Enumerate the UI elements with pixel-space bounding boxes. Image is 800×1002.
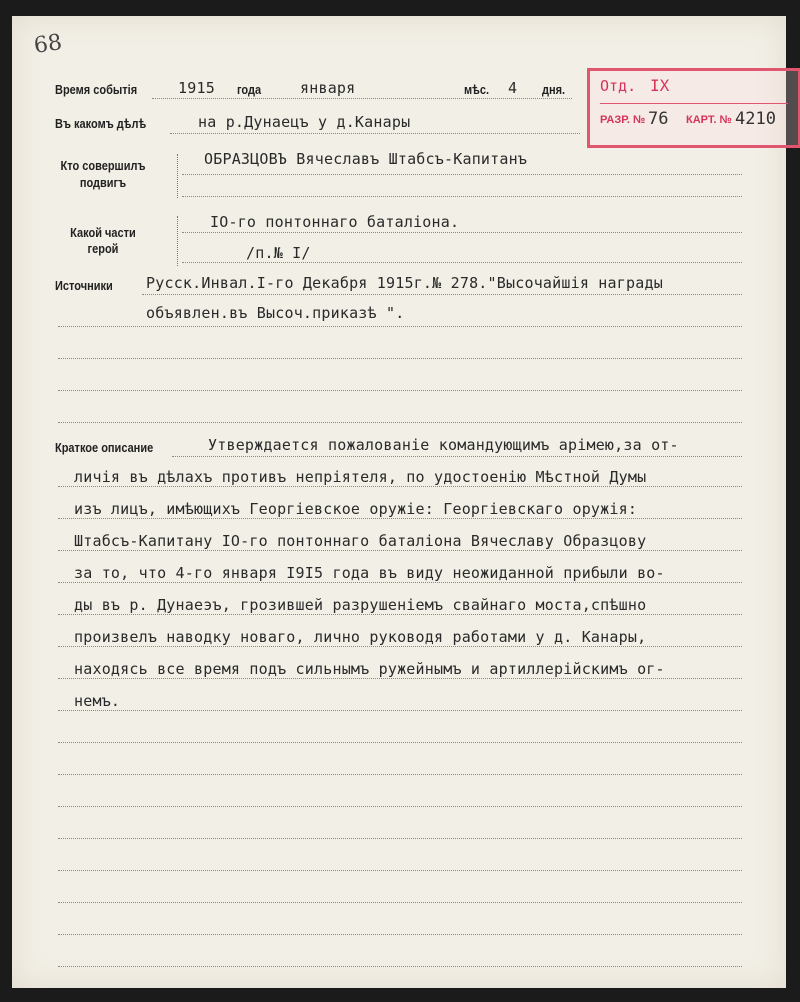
- event-year: 1915: [178, 79, 215, 97]
- description-line: произвелъ наводку новаго, лично руководя работами у д. Канары,: [74, 628, 647, 646]
- description-line: личія въ дѣлахъ противъ непріятеля, по удостоенію Мѣстной Думы: [74, 468, 647, 486]
- hero-label-line1: Кто совершилъ: [60, 159, 146, 173]
- description-line: изъ лицъ, имѣющихъ Георгіевское оружіе: Георгіевскаго оружія:: [74, 500, 638, 518]
- unit-label-line2: герой: [87, 242, 119, 256]
- description-line: Штабсъ-Капитану IO-го понтоннаго баталіона Вячеславу Образцову: [74, 532, 647, 550]
- archive-stamp: [587, 68, 800, 148]
- hero-value: ОБРАЗЦОВЪ Вячеславъ Штабсъ-Капитанъ: [204, 150, 528, 168]
- event-day: 4: [508, 79, 518, 97]
- stamp-kart-label: КАРТ. №: [686, 114, 732, 126]
- stamp-otd-label: Отд.: [600, 77, 637, 95]
- sources-line2: объявлен.въ Высоч.приказѣ ".: [146, 304, 405, 322]
- stamp-kart-value: 4210: [735, 109, 776, 129]
- unit-value-line2: /п.№ I/: [246, 244, 311, 262]
- stamp-otd-value: IX: [650, 76, 670, 95]
- description-line: за то, что 4-го января I9I5 года въ виду неожиданной прибыли во-: [74, 564, 665, 582]
- battle-label: Въ какомъ дѣлѣ: [55, 117, 147, 131]
- description-line: немъ.: [74, 692, 121, 710]
- description-line: Утверждается пожалованіе командующимъ арімею,за от-: [208, 436, 679, 454]
- hero-label-line2: подвигъ: [79, 176, 127, 190]
- corner-note: 68: [32, 30, 64, 59]
- event-month: января: [300, 79, 356, 97]
- unit-value-line1: IO-го понтоннаго баталіона.: [210, 213, 460, 231]
- archive-card: [12, 16, 786, 988]
- event-time-label: Время событія: [55, 83, 138, 97]
- stamp-razr-label: РАЗР. №: [600, 114, 646, 126]
- description-line: находясь все время подъ сильнымъ ружейнымъ и артиллерійскимъ ог-: [74, 660, 665, 678]
- sources-label: Источники: [55, 279, 113, 293]
- stamp-razr-value: 76: [648, 109, 669, 129]
- battle-value: на р.Дунаецъ у д.Канары: [198, 113, 411, 131]
- unit-label-line1: Какой части: [70, 226, 136, 240]
- sources-line1: Русск.Инвал.I-го Декабря 1915г.№ 278."Высочайшія награды: [146, 274, 663, 292]
- description-line: ды въ р. Дунаеэъ, грозившей разрушеніемъ свайнаго моста,спѣшно: [74, 596, 647, 614]
- event-year-label: года: [237, 83, 262, 97]
- event-month-label: мѣс.: [464, 83, 490, 97]
- event-day-label: дня.: [542, 83, 566, 97]
- description-label: Краткое описание: [55, 441, 154, 455]
